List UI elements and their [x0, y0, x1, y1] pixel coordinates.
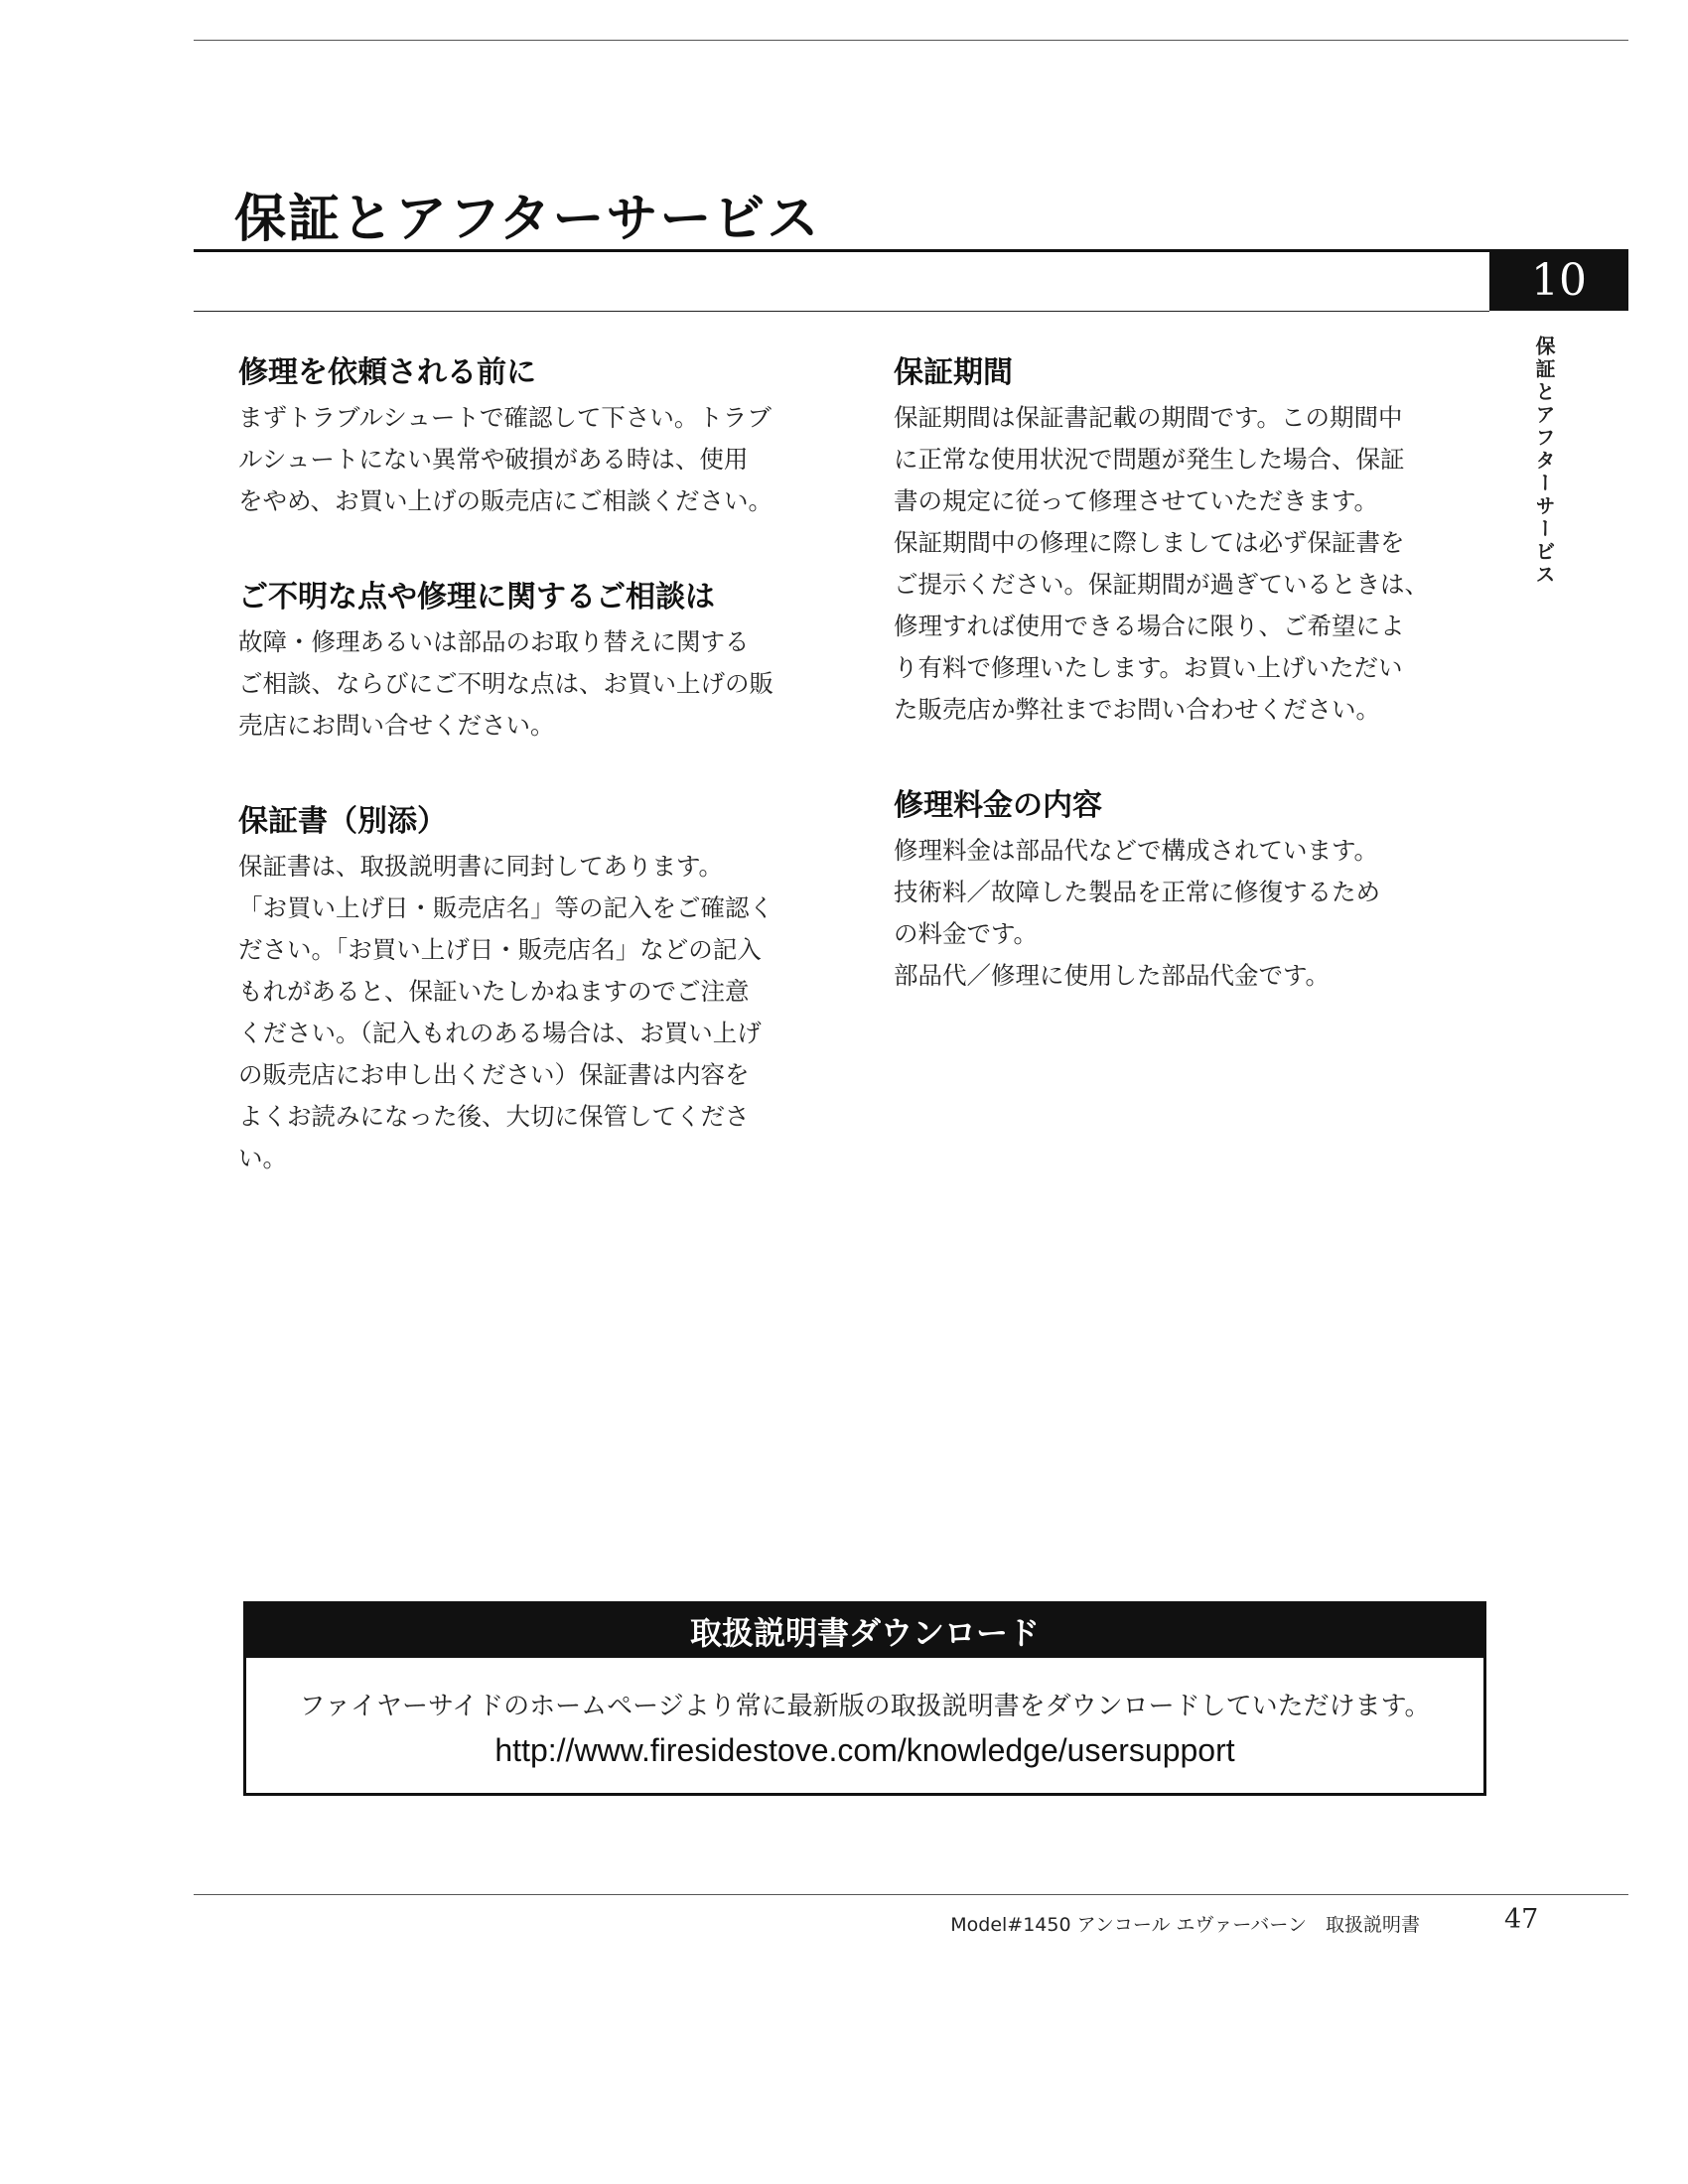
- body-line: り有料で修理いたします。お買い上げいただい: [894, 653, 1403, 682]
- body-line: 保証期間中の修理に際しましては必ず保証書を: [894, 528, 1405, 557]
- body-line: 保証書は、取扱説明書に同封してあります。: [238, 852, 724, 881]
- body-line: た販売店か弊社までお問い合わせください。: [894, 695, 1380, 724]
- bottom-rule: [194, 1894, 1628, 1895]
- chapter-side-tab: 保証とアフターサービス: [1532, 336, 1556, 587]
- body-line: をやめ、お買い上げの販売店にご相談ください。: [238, 486, 774, 515]
- body-line: 「お買い上げ日・販売店名」等の記入をご確認く: [238, 893, 774, 922]
- section-heading: ご不明な点や修理に関するご相談は: [238, 580, 715, 614]
- top-rule: [194, 40, 1628, 41]
- body-line: 技術料／故障した製品を正常に修復するため: [894, 878, 1380, 906]
- download-heading: 取扱説明書ダウンロード: [246, 1604, 1483, 1658]
- title-rule: [194, 249, 1489, 252]
- footer-model-label: Model#1450 アンコール エヴァーバーン 取扱説明書: [950, 1914, 1420, 1936]
- body-line: よくお読みになった後、大切に保管してください。: [238, 1102, 750, 1172]
- body-line: 書の規定に従って修理させていただきます。: [894, 486, 1379, 515]
- manual-download-box: [243, 1601, 1486, 1796]
- body-line: の料金です。: [894, 919, 1039, 948]
- title-underline: [194, 311, 1489, 312]
- page-title: 保証とアフターサービス: [234, 189, 821, 249]
- body-line: ください。（記入もれのある場合は、お買い上げ: [238, 1019, 762, 1047]
- section-repair-fees: [894, 780, 1450, 997]
- body-line: に正常な使用状況で問題が発生した場合、保証: [894, 445, 1405, 474]
- section-body: [238, 621, 794, 747]
- body-line: まずトラブルシュートで確認して下さい。トラブ: [238, 403, 772, 432]
- body-line: 故障・修理あるいは部品のお取り替えに関する: [238, 627, 750, 656]
- section-inquiries: [238, 572, 794, 747]
- body-line: ご提示ください。保証期間が過ぎているときは、: [894, 570, 1429, 599]
- section-warranty-period: [894, 347, 1450, 731]
- section-heading: 保証書（別添）: [238, 804, 447, 839]
- section-body: [894, 830, 1450, 997]
- chapter-number-badge: 10: [1489, 249, 1628, 311]
- body-line: もれがあると、保証いたしかねますのでご注意: [238, 977, 750, 1006]
- download-url-link[interactable]: http://www.firesidestove.com/knowledge/usersupport: [494, 1732, 1235, 1768]
- body-line: ルシュートにない異常や破損がある時は、使用: [238, 445, 749, 474]
- section-body: [894, 397, 1450, 731]
- body-line: ださい。「お買い上げ日・販売店名」などの記入: [238, 935, 762, 964]
- download-description: ファイヤーサイドのホームページより常に最新版の取扱説明書をダウンロードしていただけます。: [299, 1692, 1431, 1721]
- body-line: の販売店にお申し出ください）保証書は内容を: [238, 1060, 750, 1089]
- section-before-repair: [238, 347, 794, 522]
- body-line: 売店にお問い合せください。: [238, 711, 555, 740]
- section-warranty-card: [238, 796, 794, 1179]
- body-line: 修理すれば使用できる場合に限り、ご希望によ: [894, 612, 1405, 640]
- section-body: [238, 846, 794, 1179]
- section-body: [238, 397, 794, 522]
- page-number: 47: [1504, 1904, 1539, 1935]
- body-line: ご相談、ならびにご不明な点は、お買い上げの販: [238, 669, 774, 698]
- left-column: [238, 347, 794, 1229]
- section-heading: 修理料金の内容: [894, 788, 1102, 823]
- section-heading: 修理を依頼される前に: [238, 355, 536, 390]
- right-column: [894, 347, 1450, 1046]
- body-line: 修理料金は部品代などで構成されています。: [894, 836, 1379, 865]
- body-line: 部品代／修理に使用した部品代金です。: [894, 961, 1331, 990]
- section-heading: 保証期間: [894, 355, 1013, 390]
- body-line: 保証期間は保証書記載の期間です。この期間中: [894, 403, 1403, 432]
